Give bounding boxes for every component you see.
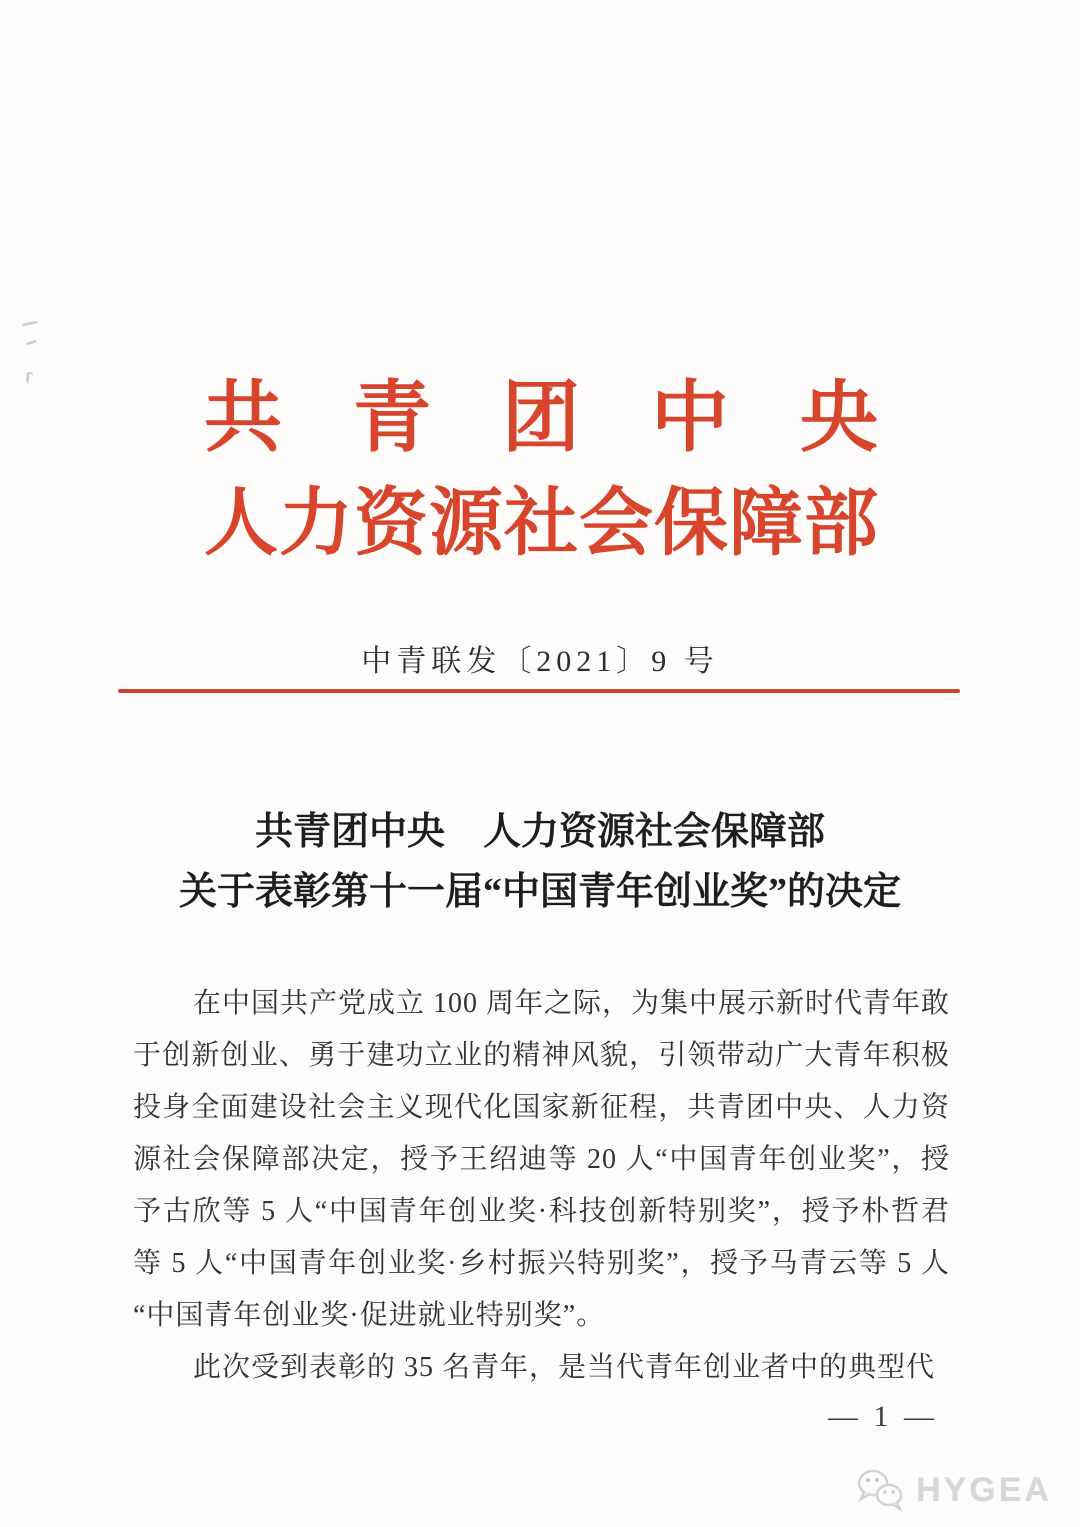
document-number: 中青联发〔2021〕9 号 — [361, 645, 719, 678]
page-number: — 1 — — [828, 1400, 938, 1433]
scan-artifact — [26, 339, 37, 345]
body-line: 投身全面建设社会主义现代化国家新征程，共青团中央、人力资 — [133, 1092, 950, 1123]
body-line: 于创新创业、勇于建功立业的精神风貌，引领带动广大青年积极 — [133, 1040, 950, 1071]
body-line: 等 5 人“中国青年创业奖·乡村振兴特别奖”，授予马青云等 5 人 — [133, 1248, 950, 1279]
body-line: 源社会保障部决定，授予王绍迪等 20 人“中国青年创业奖”，授 — [133, 1144, 950, 1175]
body-line: “中国青年创业奖·促进就业特别奖”。 — [133, 1300, 606, 1331]
scan-artifact — [22, 320, 38, 326]
document-title-line1: 共青团中央 人力资源社会保障部 — [254, 811, 825, 853]
red-divider-rule — [118, 689, 960, 693]
scan-artifact — [26, 372, 34, 384]
body-line: 在中国共产党成立 100 周年之际，为集中展示新时代青年敢 — [193, 988, 951, 1019]
wechat-icon — [856, 1468, 908, 1512]
document-title-line2: 关于表彰第十一届“中国青年创业奖”的决定 — [178, 871, 901, 913]
body-line: 予古欣等 5 人“中国青年创业奖·科技创新特别奖”，授予朴哲君 — [133, 1196, 950, 1227]
body-line: 此次受到表彰的 35 名青年，是当代青年创业者中的典型代 — [193, 1352, 936, 1383]
watermark — [856, 1468, 1052, 1512]
letterhead-org-line2: 人力资源社会保障部 — [204, 483, 878, 565]
watermark-text: HYGEA — [916, 1470, 1052, 1509]
document-body — [133, 978, 950, 1394]
letterhead-org-line1: 共青团中央 — [204, 374, 878, 461]
